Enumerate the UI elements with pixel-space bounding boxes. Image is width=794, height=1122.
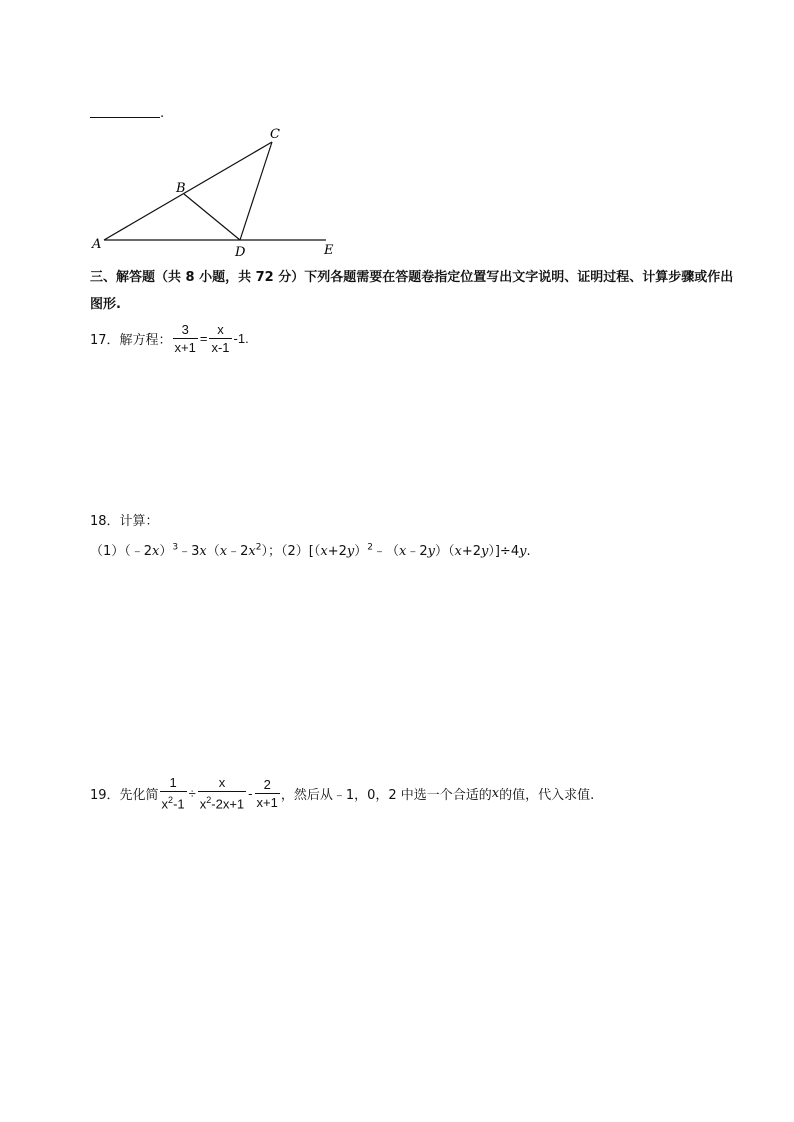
fraction-rhs: $\frac{x}{x-1}$ [211,322,230,355]
section-heading: 三、解答题（共 8 小题，共 72 分）下列各题需要在答题卷指定位置写出文字说明、证明过程、计算步骤或作出图形. [90,270,734,312]
answer-blank-line [90,117,160,118]
fraction-3: $\frac{2}{x+1}$ [256,776,278,810]
question-18-number: 18．计算： [90,514,159,529]
question-19: 19．先化简 $\frac{1}{x^2-1}$ ÷ $\frac{x}{x^2-2x+1}$ - $\frac{2}{x+1}$ ，然后从﹣1，0，2 中选一个合适的 x 的值，代入求值. [90,775,595,812]
point-label-c: C [270,127,280,142]
answer-blank-period: . [160,106,165,121]
point-label-a: A [92,237,102,252]
point-label-b: B [176,181,186,196]
line-BD [184,194,240,240]
triangle-figure [88,122,348,262]
question-19-number: 19．先化简 [90,787,159,803]
fraction-1: $\frac{1}{x^2-1}$ [161,775,185,812]
point-label-e: E [324,243,334,258]
question-17: 17．解方程： $\frac{3}{x+1}$ = $\frac{x}{x-1}$ -1. [90,322,249,355]
question-18-expressions: $(1)(﹣2x)^3﹣3x(x﹣2x^2)$；$(2)[(x+2y)^2﹣(x﹣2y)(x+2y)]\div 4y$. [90,542,531,559]
fraction-2: $\frac{x}{x^2-2x+1}$ [199,775,245,812]
line-CD [240,142,272,240]
question-17-number: 17．解方程： [90,333,172,348]
point-label-d: D [235,245,246,260]
fraction-lhs: $\frac{3}{x+1}$ [174,322,196,355]
line-AC [104,142,272,240]
